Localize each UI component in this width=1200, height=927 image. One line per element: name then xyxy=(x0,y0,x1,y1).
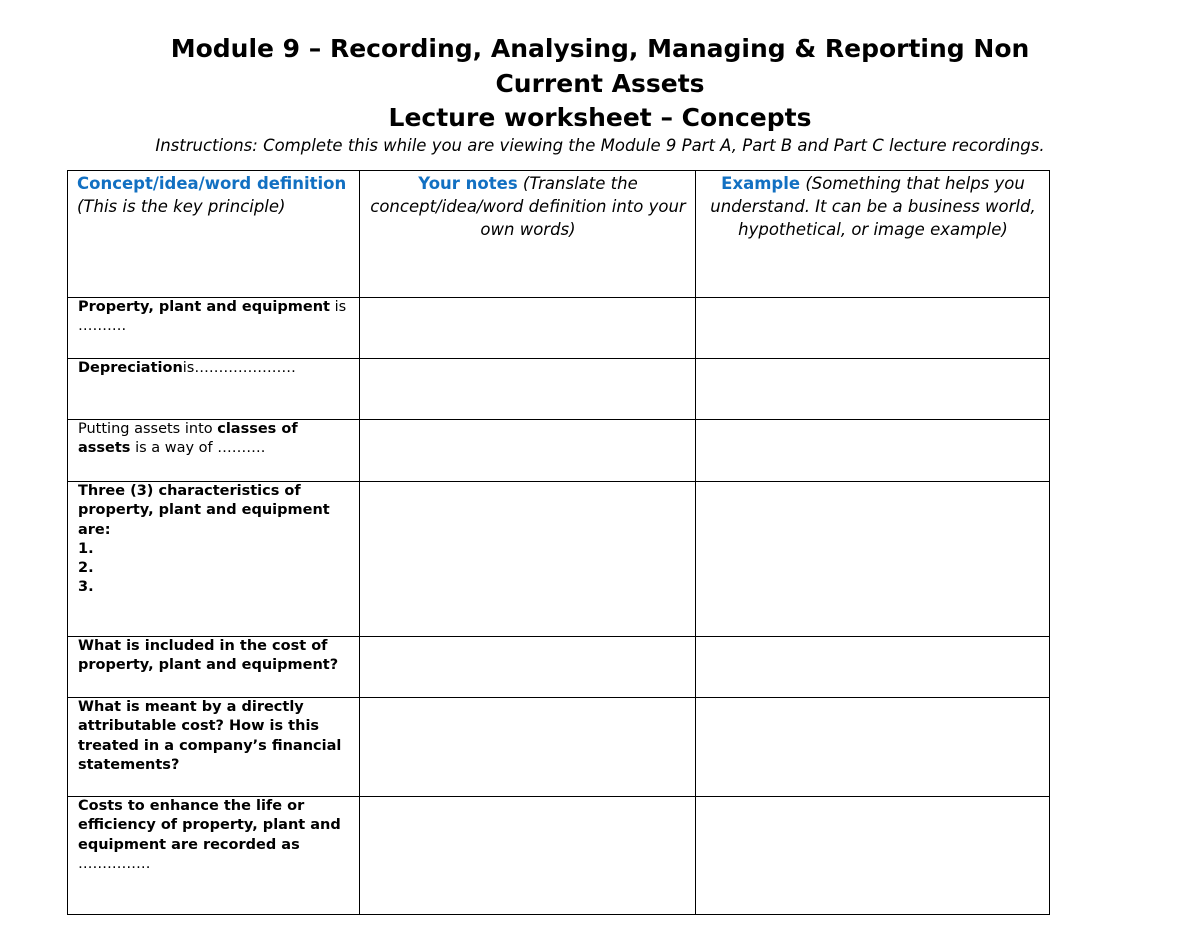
concept-prefix: Putting assets into xyxy=(78,421,213,437)
header-concept xyxy=(68,171,360,298)
example-cell[interactable] xyxy=(696,359,1050,420)
notes-cell[interactable] xyxy=(360,482,696,637)
concept-cell xyxy=(68,482,360,637)
notes-cell[interactable] xyxy=(360,698,696,797)
concept-question: What is included in the cost of property, plant and equipment? xyxy=(78,638,339,674)
concept-term: classes of assets xyxy=(78,421,298,457)
example-cell[interactable] xyxy=(696,698,1050,797)
page-title-line-1: Module 9 – Recording, Analysing, Managing & Reporting Non xyxy=(170,34,1030,63)
concept-question: Costs to enhance the life or efficiency of property, plant and equipment are recorded as xyxy=(78,798,341,853)
notes-cell[interactable] xyxy=(360,797,696,915)
concept-prompt: is ………. xyxy=(78,299,347,335)
table-row xyxy=(68,482,1050,637)
header-concept-label: Concept/idea/word definition xyxy=(77,174,347,193)
example-cell[interactable] xyxy=(696,482,1050,637)
table-row xyxy=(68,298,1050,359)
concept-prompt: is a way of ………. xyxy=(135,440,266,457)
header-concept-note: (This is the key principle) xyxy=(77,197,286,216)
example-cell[interactable] xyxy=(696,637,1050,698)
page-title-line-2: Current Assets xyxy=(495,69,705,98)
table-row xyxy=(68,359,1050,420)
concepts-table xyxy=(67,170,1050,915)
concept-cell xyxy=(68,797,360,915)
table-row xyxy=(68,637,1050,698)
header-example xyxy=(696,171,1050,298)
notes-cell[interactable] xyxy=(360,420,696,482)
header-example-note: (Something that helps you understand. It can be a business world, hypothetical, or image example) xyxy=(710,174,1036,239)
concept-cell xyxy=(68,298,360,359)
concept-cell xyxy=(68,359,360,420)
header-notes-note: (Translate the concept/idea/word definition into your own words) xyxy=(370,174,686,239)
header-example-label: Example xyxy=(721,174,801,193)
concept-cell xyxy=(68,698,360,797)
table-row xyxy=(68,698,1050,797)
concept-cell xyxy=(68,637,360,698)
instructions-text: Instructions: Complete this while you are viewing the Module 9 Part A, Part B and Part C lecture recordings. xyxy=(155,136,1045,155)
example-cell[interactable] xyxy=(696,298,1050,359)
example-cell[interactable] xyxy=(696,797,1050,915)
header-notes xyxy=(360,171,696,298)
concept-question: Three (3) characteristics of property, plant and equipment are: xyxy=(78,483,330,538)
concept-dots: …………… xyxy=(78,855,151,872)
concept-question: What is meant by a directly attributable cost? How is this treated in a company’s financial statements? xyxy=(78,699,342,773)
list-item: 3. xyxy=(78,579,94,596)
concept-prompt: is………………… xyxy=(182,360,296,376)
list-item: 2. xyxy=(78,560,94,577)
table-header-row xyxy=(68,171,1050,298)
notes-cell[interactable] xyxy=(360,637,696,698)
example-cell[interactable] xyxy=(696,420,1050,482)
notes-cell[interactable] xyxy=(360,359,696,420)
table-row xyxy=(68,797,1050,915)
header-notes-label: Your notes xyxy=(418,174,518,193)
list-item: 1. xyxy=(78,540,94,557)
concept-cell xyxy=(68,420,360,482)
notes-cell[interactable] xyxy=(360,298,696,359)
worksheet-subtitle: Lecture worksheet – Concepts xyxy=(388,103,812,132)
concept-term: Depreciation xyxy=(78,360,183,376)
concept-term: Property, plant and equipment xyxy=(78,299,330,315)
table-row xyxy=(68,420,1050,482)
